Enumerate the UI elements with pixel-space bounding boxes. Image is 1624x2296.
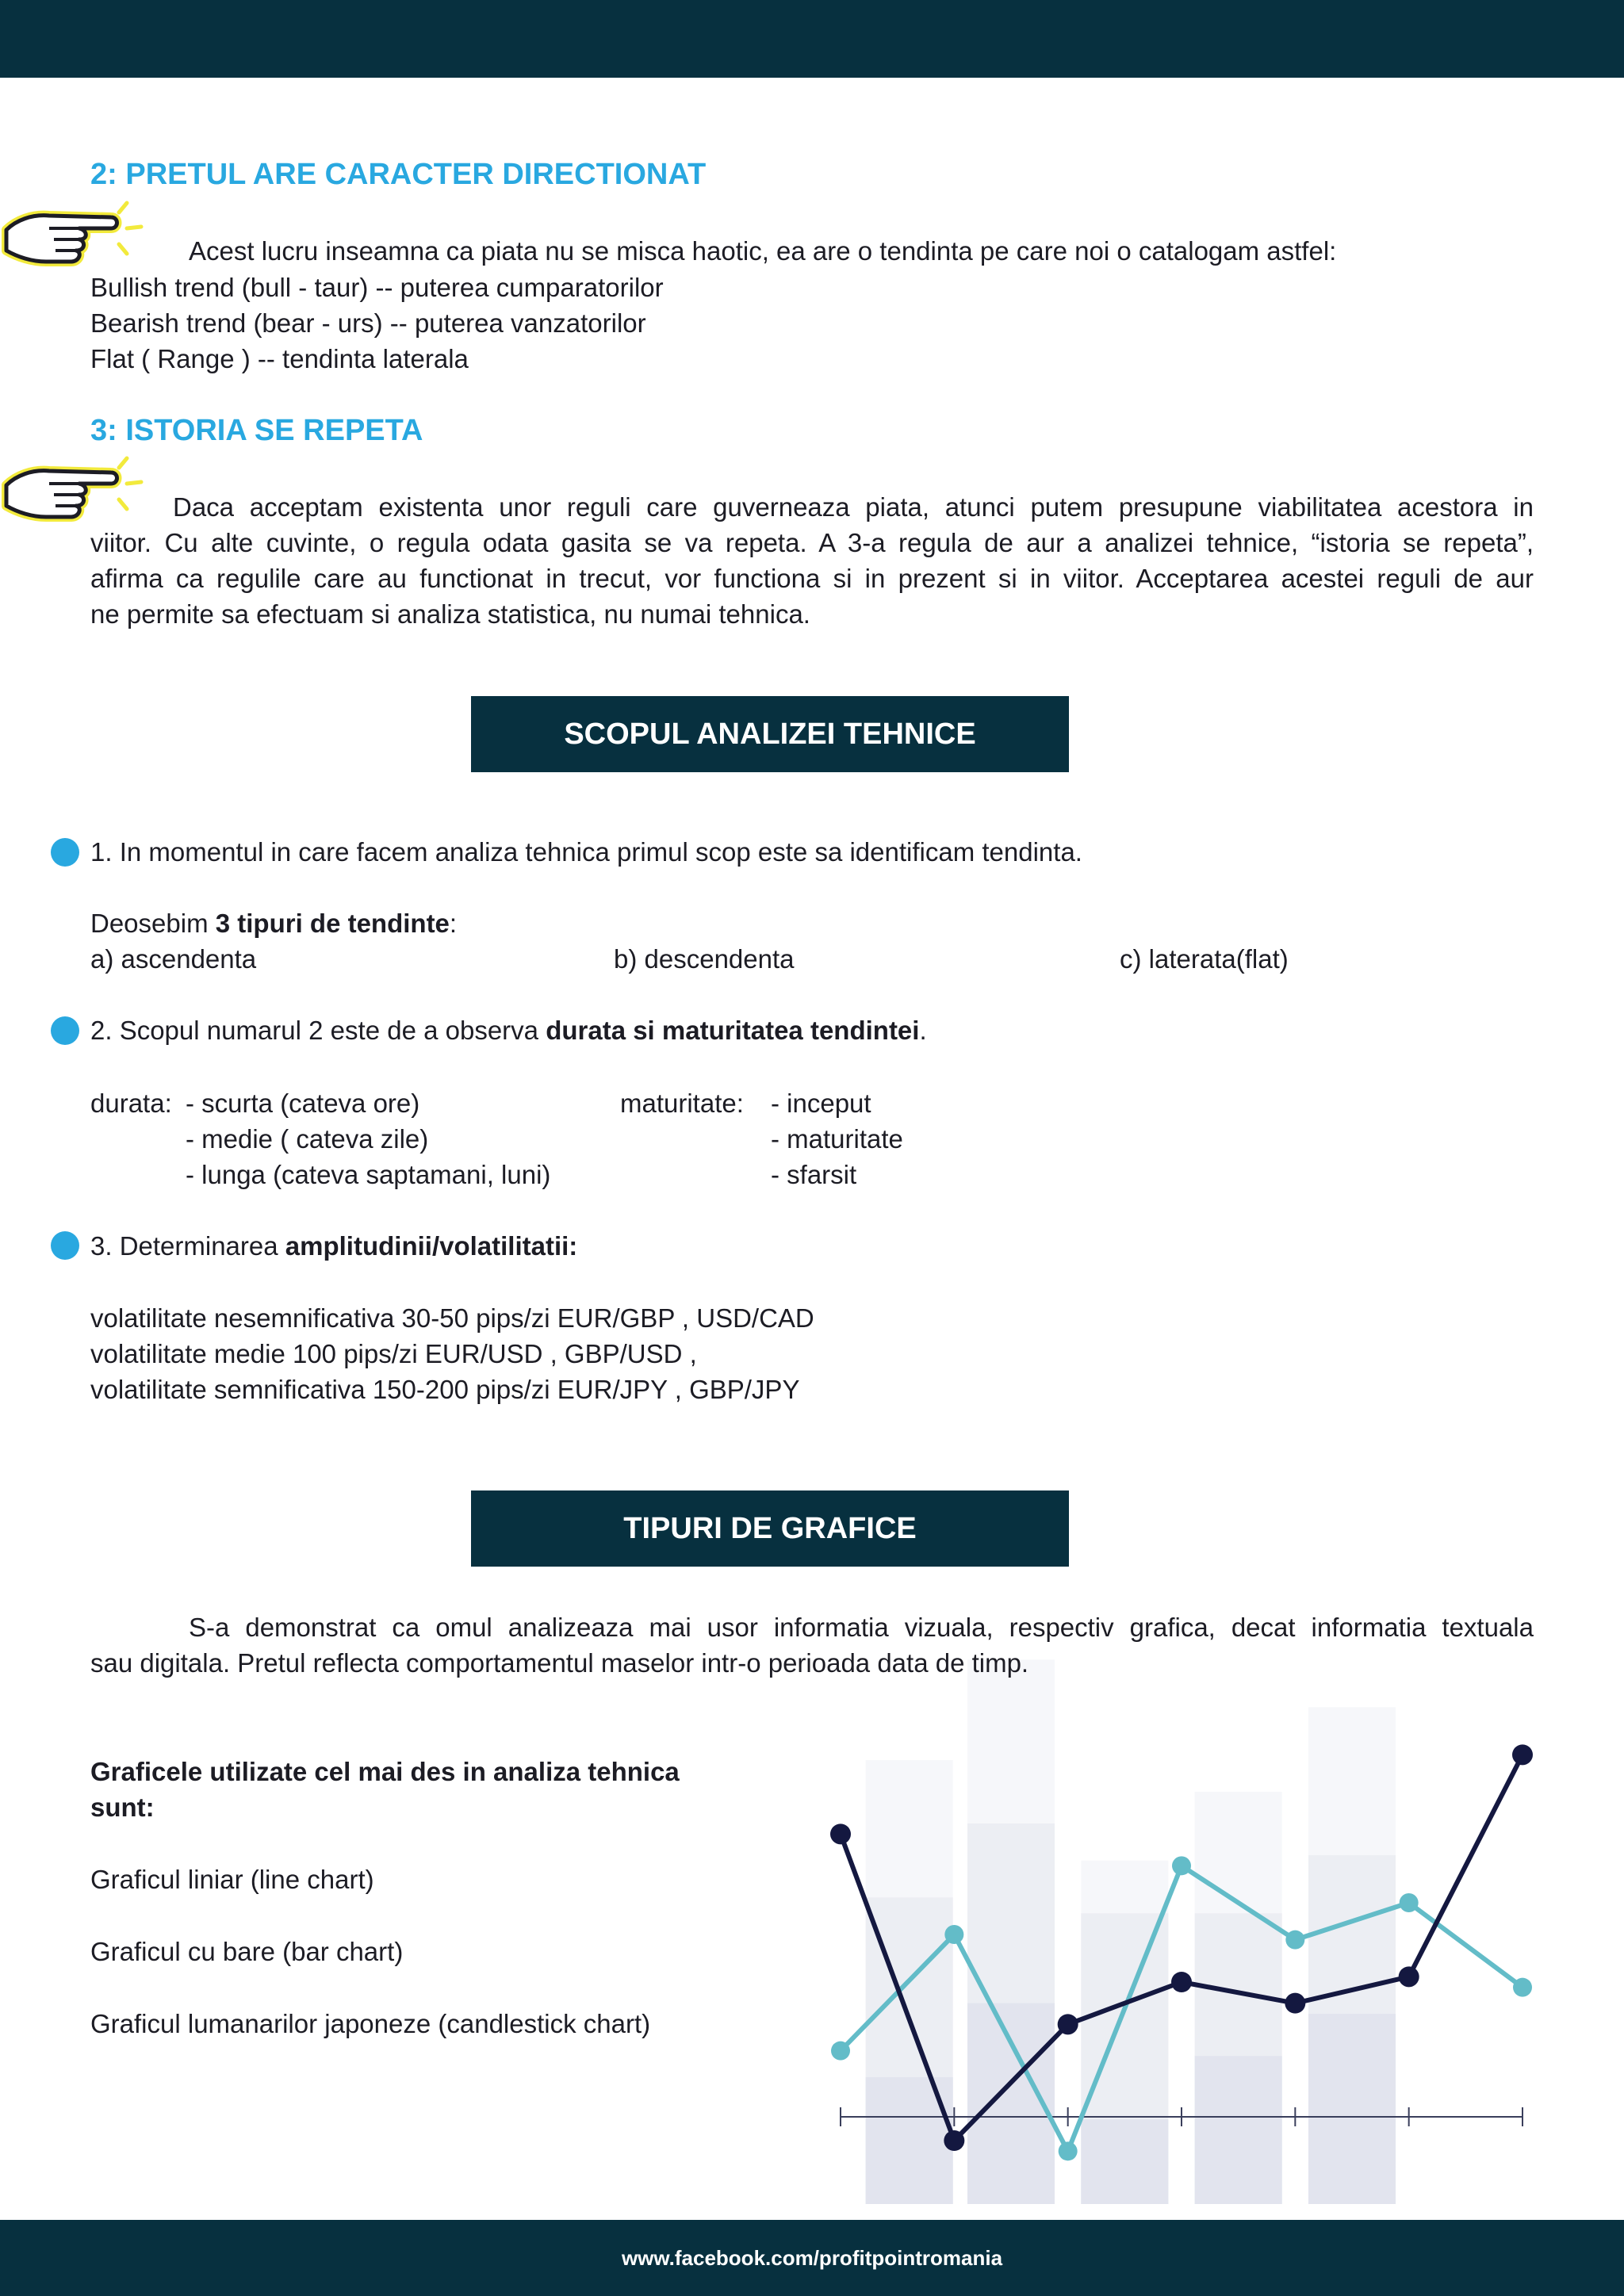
banner-title: SCOPUL ANALIZEI TEHNICE <box>564 717 976 751</box>
data-point <box>1285 1931 1304 1950</box>
pointing-hand-icon <box>0 189 151 276</box>
maturitate-item: - maturitate <box>771 1124 903 1154</box>
chart-list-title-2: sunt: <box>90 1793 155 1822</box>
section-2-intro: Acest lucru inseamna ca piata nu se misca haotic, ea are o tendinta pe care noi o catalogam astfel: <box>189 236 1337 266</box>
maturitate-label: maturitate: <box>620 1089 744 1118</box>
trend-types-intro: Deosebim 3 tipuri de tendinte: <box>90 909 458 938</box>
pointing-hand-icon <box>0 444 151 531</box>
section-2-title: 2: PRETUL ARE CARACTER DIRECTIONAT <box>90 158 707 191</box>
charts-intro-line-1: S-a demonstrat ca omul analizeaza mai usor informatia vizuala, respectiv grafica, decat informatia textuala <box>189 1613 1534 1642</box>
data-point <box>831 2042 850 2061</box>
durata-label: durata: <box>90 1089 172 1118</box>
section-3-title: 3: ISTORIA SE REPETA <box>90 414 423 447</box>
banner-title: TIPURI DE GRAFICE <box>623 1511 917 1545</box>
scope-item-1: 1. In momentul in care facem analiza tehnica primul scop este sa identificam tendinta. <box>90 837 1082 867</box>
section-3-line-1: Daca acceptam existenta unor reguli care guverneaza piata, atunci putem presupune viabilitatea acestora in <box>173 492 1534 522</box>
data-point <box>944 2130 964 2151</box>
data-point <box>944 1925 963 1944</box>
durata-item: - medie ( cateva zile) <box>186 1124 429 1154</box>
scope-item-2: 2. Scopul numarul 2 este de a observa durata si maturitatea tendintei. <box>90 1016 927 1045</box>
data-point <box>1399 1966 1419 1987</box>
data-point <box>1400 1893 1419 1912</box>
footer-bar <box>0 2220 1624 2296</box>
scope-item-3: 3. Determinarea amplitudinii/volatilitatii: <box>90 1231 578 1261</box>
data-point <box>1171 1972 1192 1992</box>
footer-link[interactable]: www.facebook.com/profitpointromania <box>621 2245 1003 2270</box>
durata-item: - scurta (cateva ore) <box>186 1089 420 1118</box>
chart-list-title-1: Graficele utilizate cel mai des in analiza tehnica <box>90 1757 680 1786</box>
background-bar <box>1308 2014 1396 2204</box>
bullet-dot <box>51 1016 79 1045</box>
volatility-line: volatilitate nesemnificativa 30-50 pips/zi EUR/GBP , USD/CAD <box>90 1303 814 1333</box>
data-point <box>1285 1993 1305 2014</box>
data-point <box>1512 1744 1533 1765</box>
bullet-dot <box>51 838 79 867</box>
section-3-line-2: viitor. Cu alte cuvinte, o regula odata gasita se va repeta. A 3-a regula de aur a analizei tehnice, “istoria se repeta”, <box>90 528 1534 557</box>
maturitate-item: - inceput <box>771 1089 871 1118</box>
section-3-line-3: afirma ca regulile care au functionat in trecut, vor functiona si in prezent si in viitor. Acceptarea acestei reguli de aur <box>90 564 1534 593</box>
section-3-line-4: ne permite sa efectuam si analiza statistica, nu numai tehnica. <box>90 599 810 629</box>
chart-type-item: Graficul liniar (line chart) <box>90 1865 374 1894</box>
trend-type-a: a) ascendenta <box>90 944 257 974</box>
section-banner-scope <box>471 696 1069 772</box>
section-2-line-3: Flat ( Range ) -- tendinta laterala <box>90 344 469 373</box>
bullet-dot <box>51 1231 79 1260</box>
top-bar <box>0 0 1624 78</box>
maturitate-item: - sfarsit <box>771 1160 857 1189</box>
chart-type-item: Graficul lumanarilor japoneze (candlestick chart) <box>90 2009 651 2038</box>
background-bar <box>1195 2056 1282 2204</box>
volatility-line: volatilitate semnificativa 150-200 pips/zi EUR/JPY , GBP/JPY <box>90 1375 800 1404</box>
chart-type-item: Graficul cu bare (bar chart) <box>90 1937 404 1966</box>
durata-item: - lunga (cateva saptamani, luni) <box>186 1160 551 1189</box>
section-2-line-2: Bearish trend (bear - urs) -- puterea vanzatorilor <box>90 308 646 338</box>
data-point <box>1172 1856 1191 1875</box>
section-2-line-1: Bullish trend (bull - taur) -- puterea cumparatorilor <box>90 273 664 302</box>
data-point <box>1058 2014 1078 2034</box>
data-point <box>830 1823 851 1844</box>
trend-type-b: b) descendenta <box>614 944 795 974</box>
charts-intro-line-2: sau digitala. Pretul reflecta comportamentul maselor intr-o perioada data de timp. <box>90 1648 1029 1678</box>
section-banner-chart-types <box>471 1490 1069 1567</box>
volatility-line: volatilitate medie 100 pips/zi EUR/USD , GBP/USD , <box>90 1339 697 1368</box>
data-point <box>1059 2141 1078 2160</box>
background-bar <box>1081 2119 1168 2204</box>
data-point <box>1513 1978 1532 1997</box>
trend-type-c: c) laterata(flat) <box>1120 944 1289 974</box>
